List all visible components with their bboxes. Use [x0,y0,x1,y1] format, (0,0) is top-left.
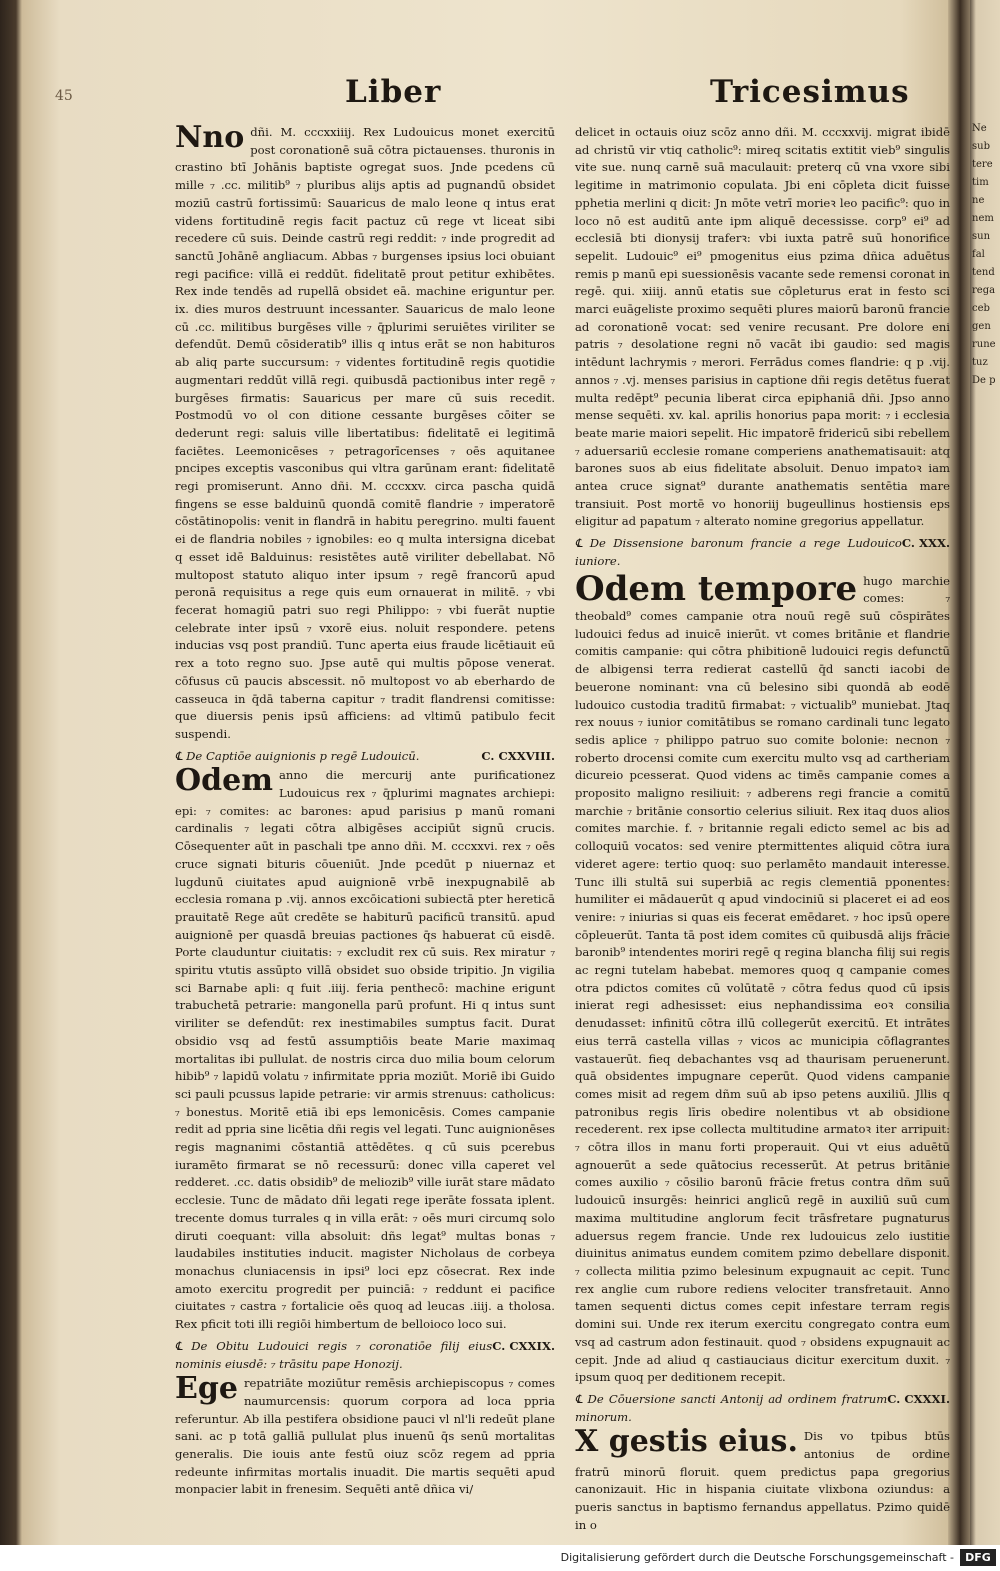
next-page-fragment: De p [972,375,996,386]
initial-capital: Ege [175,1371,238,1407]
next-page-fragment: rune [972,339,996,350]
initial-capital: Odem tempore [575,568,858,609]
next-page-fragment: tend [972,267,995,278]
text-paragraph [575,1424,950,1534]
text-paragraph [175,763,555,1334]
text-paragraph [175,1371,555,1499]
chapter-rubric [575,535,950,570]
chapter-number: C. CXXVIII. [481,748,555,763]
running-title-left: Liber [345,74,442,110]
next-page-fragment: nem [972,213,994,224]
next-page-fragment: ceb [972,303,990,314]
rubric-text: ℄ De Obitu Ludouici regis ₇ coronatiōe filij eius nominis eiusdē: ₇ trāsitu pape Honozij. [175,1338,493,1371]
rubric-text: ℄ De Cōuersione sancti Antonij ad ordinem fratrum minorum. [575,1391,888,1424]
paragraph-text: dñi. M. cccxxiiij. Rex Ludouicus monet exercitū post coronationē suā cōtra pictauenses. thuronis in crastino btī Johānis baptiste ogregat suos. Jnde pcedens cū mille ₇ .cc. militib⁹ ₇ pluribus alijs aptis ad pugnandū obsidet moziū castrū fortissimū: Sauaricus de malo leone q intus erat videns fortitudinē regis facit pactuz cū rege vt liceat sibi recedere cū suis. Deinde castrū regi reddit: ₇ inde progredit ad sanctū Johānē angliacum. Abbas ₇ burgenses ipsius loci obuiant regi pacifice: villā ei reddūt. fidelitatē prout petitur exhibētes. Rex inde tendēs ad rupellā obsidet eā. machine eriguntur per. ix. dies muros destruunt incessanter. Sauaricus de malo leone cū .cc. militibus burgēses ville ₇ q̄plurimi seruiētes viriliter se defendūt. Demū cōsideratib⁹ illis q intus erāt se non habituros ab aliq parte succursum: ₇ videntes fortitudinē regis quotidie augmentari reddūt villā regi. quibusdā pactionibus inter regē ₇ burgēses firmatis: Sauaricus per mare cū suis recedit. Postmodū vo ol con ditione cessante burgēses cōiter se dederunt regi: saluis ville libertatibus: fidelitatē ei legitimā faciētes. Leemonicēses ₇ petragorīcenses ₇ oēs aquitanee pncipes exceptis vasconibus qui vltra garūnam erant: fidelitatē regi promiserunt. Anno dñi. M. cccxxv. circa pascha quidā fingens se esse balduinū quondā comitē flandrie ₇ imperatorē cōstātinopolis: venit in flandrā in habitu peregrino. multi fauent ei de flandria nobiles ₇ ignobiles: eo q multa intersigna dicebat q esset idē Balduinus: resistētes autē viriliter debellabat. Nō multopost statuto aliquo inter ipsum ₇ regē francorū apud peronā requisitus a rege quis eum ornauerat in militē. ₇ vbi fecerat homagiū patri suo regi Philippo: ₇ vbi fuerāt nuptie celebrate inter ipsū ₇ vxorē eius. noluit respondere. petens inducias vsq post prandiū. Tunc aperta eius fraude licētiauit eū rex a toto regno suo. Jpse autē qui multis pōpose venerat. cōfusus cū paucis abscessit. nō multopost vo ab eberhardo de casseuca in q̄dā taberna capitur ₇ tradit flandrensi comitisse: que diuersis penis ipsū afficiens: ad vltimū patibulo fecit suspendi. [175,125,555,741]
text-paragraph [575,124,950,531]
initial-capital: Odem [175,763,273,799]
next-page-fragment: Ne [972,123,987,134]
paragraph-text: hugo marchie comes: ₇ theobald⁹ comes campanie otra nouū regē suū cōspirātes ludouici fedus ad inuicē inierūt. vt comes britānie et flandrie comitis campanie: qui cōtra phibitionē ludouici regis defunctū de albigensi terra redierat castellū q̄d sancti iacobi de beuerone nominant: vna cū belesino sibi quondā ab eodē ludouico custodia traditū firmabat: ₇ victualib⁹ muniebat. Jtaq rex nouus ₇ iunior comitātibus se romano cardinali tunc legato sedis aplice ₇ philippo patruo suo comite bolonie: necnon ₇ roberto drocensi comite cum exercitu multo vsq ad cartheriam dicureio pcesserat. Quod videns ac timēs campanie comes a proposito maligno resiliuit: ₇ adberens regi francie a comitū marchie ₇ britānie consortio celerius siliuit. Rex itaq duos alios comites marchie. f. ₇ britannie regali edicto semel ac bis ad colloquiū vocatos: sed venire ptermittentes aliquid cōtra iura videret agere: tertio quoq: suo perlamēto mandauit interesse. Tunc illi stultā sui superbiā ac regis clementiā pponentes: humiliter ei mādauerūt q apud vindociniū si placeret ei ad eos venire: ₇ iniurias si quas eis fecerat emēdaret. ₇ hoc ipsū opere cōpleuerūt. Tanta tā post idem comites cū quibusdā alijs frācie baronib⁹ intendentes moriri regē q regina blancha filij sui regis ac regni tutelam habebat. memores quoq q campanie comes otra pdictos comites cū volūtatē ₇ cōtra fedus quod cū ipsis inierat regi adhesisset: eius nephandissima eoꝛ consilia denudasset: infinitū cōtra illū collegerūt exercitū. Et intrātes eius terrā castella villas ₇ vicos ac municipia cōflagrantes vastauerūt. fieq debachantes vsq ad thaurisam peruenerunt. quā obsidentes impugnare ceperūt. Quod videns campanie comes misit ad regem dñm suū ab ipso petens auxiliū. Jllis q patronibus regis līris obedire nolentibus vt ab obsidione recederent. rex ipse collecta multitudine armatoꝛ iter arripuit: ₇ cōtra illos in manu forti properauit. Qui vt eius aduētū agnouerūt a sede quātocius recesserūt. At petrus britānie comes auxilio ₇ cōsilio baronū frācie fretus contra dñm suū ludouicū insurgēs: heinrici anglicū regē in auxiliū suū cum maxima multitudine anglorum fecit trāsfretare pugnaturus aduersus regem francie. Unde rex ludouicus zelo iustitie diuinitus animatus eundem comitem pzimo debellare disponit. ₇ collecta militia pzimo belesinum expugnauit ac cepit. Tunc rex anglie cum rubore rediens velociter transfretauit. Anno tamen sequenti dictus comes cepit infestare terram regis domini sui. Unde rex iterum exercitu congregato contra eum vsq ad castrum adon festinauit. quod ₇ obsidens expugnauit ac cepit. Jnde ad aliud q castiauciaus dicitur exercitum duxit. ₇ ipsum quoq per deditionem recepit. [575,573,950,1385]
next-page-fragment: fal [972,249,985,260]
next-page-fragment: sub [972,141,990,152]
paragraph-text: delicet in octauis oiuz scōz anno dñi. M. cccxxvij. migrat ibidē ad christū vir vtiq catholic⁹: mireq scitatis extitit vieb⁹ singulis vite sue. nunq carnē suā maculauit: preterq cū vna vxore sibi legitime in matrimonio copulata. Jbi eni cōpleta dicit fuisse pphetia merlini q dicit: Jn mōte vetrī morieꝛ leo pacific⁹: quo in loco nō est auditū ante ipm aliquē decessisse. corp⁹ ei⁹ ad ecclesiā bti dionysij traferꝛ: vbi iuxta patrē suū honorifice sepelit. Ludouic⁹ ei⁹ pmogenitus eius pzima dñica aduētus remis p manū epi suessionēsis vacante sede remensi coronat in regē. qui. xiiij. annū etatis sue cōpleturus erat in festo sci marci euāgeliste proximo sequēti plures maiorū baronū francie ad coronationē vocat: sed venire recusant. Pre dolore eni patris ₇ desolatione regni nō vacāt ibi gaudio: sed magis intēdunt lachrymis ₇ merori. Ferrādus comes flandrie: q p .vij. annos ₇ .vj. menses parisius in captione dñi regis detētus fuerat multa redēpt⁹ pecunia liberat circa epiphaniā dñi. Jpso anno mense sequēti. xv. kal. aprilis honorius papa morit: ₇ i ecclesia beate marie maiori sepelit. Hic impatorē fridericū sibi rebellem ₇ aduersariū ecclesie romane comperiens anathematisauit: atq barones suos ab eius fidelitate absoluit. Denuo impatoꝛ iam antea cruce signat⁹ durante anathematis sentētia mare transiuit. Post mortē vo honoriij bugeullinus hostiensis eps eligitur ad papatum ₇ alterato nomine gregorius appellatur. [575,125,950,529]
next-page-fragment: rega [972,285,996,296]
next-page-fragment: tere [972,159,993,170]
paragraph-text: anno die mercurij ante purificationez Ludouicus rex ₇ q̄plurimi magnates archiepi: epi: ₇ comites: ac barones: apud parisius p manū romani cardinalis ₇ legati cōtra albigēses accipiūt signū crucis. Cōsequenter aūt in paschali tpe anno dñi. M. cccxxvi. rex ₇ oēs cruce signati bituris cōueniūt. Jnde pcedūt p niuernaz et lugdunū ciuitates apud auignionē vrbē inexpugnabilē ab ecclesia romana p .vij. annos excōicationi subiectā pter hereticā prauitatē Rege aūt credēte se habiturū pacificū transitū. apud auignionē per quasdā breuias pactiones q̄s habuerat cū eisdē. Porte clauduntur ciuitatis: ₇ excludit rex cū suis. Rex miratur ₇ spiritu vtutis assūpto villā obsidet suo obside tripitio. Jn vigilia sci Barnabe apli: q fuit .iiij. feria penthecō: machine erigunt trabuchetā petrarie: mangonella parū profunt. Hi q intus sunt viriliter se defendūt: rex inestimabiles sumptus facit. Durat obsidio vsq ad festū assumptiōis beate Marie maximaq mortalitas ibi pullulat. de nostris circa duo milia boum celorum hibib⁹ ₇ lapidū volatu ₇ infirmitate ppria moziūt. Moriē ibi Guido sci pauli pcussus lapide petrarie: vir armis strenuus: catholicus: ₇ bonestus. Moritē etiā ibi eps lemonicēsis. Comes campanie redit ad ppria sine licētia dñi regis vel legati. Tunc auignionēses regis magnanimi cōstantiā attēdētes. q cū suis pcerebus iuramēto firmarat se nō recessurū: donec villa caperet vel redderet. .cc. datis obsidib⁹ de meliozib⁹ ville iurāt stare mādato ecclesie. Tunc de mādato dñi legati rege iperāte fossata iplent. trecente domus turrales q in villa erāt: ₇ oēs muri circumq solo diruti coequant: villa absoluit: dñs legat⁹ multas bonas ₇ laudabiles instituties inducit. magister Nicholaus de corbeya monachus cluniacensis in ipsi⁹ loci epz cōsecrat. Rex inde amoto exercitu progredit per puinciā: ₇ reddunt ei pacifice ciuitates ₇ castra ₇ fortalicie oēs quoq ad leucas .iiij. a tholosa. Rex pficit toti illi regiōi himbertum de belloioco loco sui. [175,768,555,1332]
text-paragraph [575,568,950,1387]
funding-credit: Digitalisierung gefördert durch die Deutsche Forschungsgemeinschaft - [560,1551,954,1564]
initial-capital: X gestis eius. [575,1424,798,1460]
folio-number: 45 [55,88,73,104]
next-page-edge [972,120,1000,1520]
next-page-fragment: sun [972,231,991,242]
text-paragraph [175,120,555,744]
dfg-logo: DFG [960,1549,996,1566]
chapter-number: C. CXXXI. [887,1391,950,1406]
text-column-right [575,124,950,1537]
initial-capital: Nno [175,120,245,155]
chapter-rubric [575,1391,950,1426]
next-page-fragment: ne [972,195,985,206]
chapter-number: C. CXXIX. [492,1338,555,1353]
chapter-number: C. XXX. [901,536,950,551]
chapter-rubric [175,1338,555,1373]
rubric-text: ℄ De Dissensione baronum francie a rege Ludouico iuniore. [575,536,902,568]
next-page-fragment: gen [972,321,991,332]
next-page-fragment: tim [972,177,989,188]
next-page-fragment: tuz [972,357,988,368]
book-page [55,60,955,1532]
footer-bar [0,1545,1000,1571]
rubric-text: ℄ De Captiōe auignionis p regē Ludouicū. [175,748,420,763]
text-column-left [175,120,555,1501]
paragraph-text: repatriāte moziūtur remēsis archiepiscopus ₇ comes naumurcensis: quorum corpora ad loca ppria referuntur. Ab illa pestifera obsidione pauci vl nl'li redeūt plane sani. ac p totā galliā pullulat plus inuenū q̄s senū mortalitas generalis. Die iouis ante festū oiuz scōz regem ad ppria redeunte infirmitas mortalis inuadit. Die martis sequēti apud monpacier labit in frenesim. Sequēti antē dñica vi/ [175,1376,555,1497]
paragraph-text: Dis vo tpibus btūs antonius de ordine fratrū minorū floruit. quem predictus papa gregorius canonizauit. Hic in hispania ciuitate vlixbona oziundus: a pueris sanctus in baptismo fernandus appellatus. Pzimo quidē in o [575,1429,950,1532]
chapter-rubric [175,748,555,766]
running-title-right: Tricesimus [710,74,910,110]
